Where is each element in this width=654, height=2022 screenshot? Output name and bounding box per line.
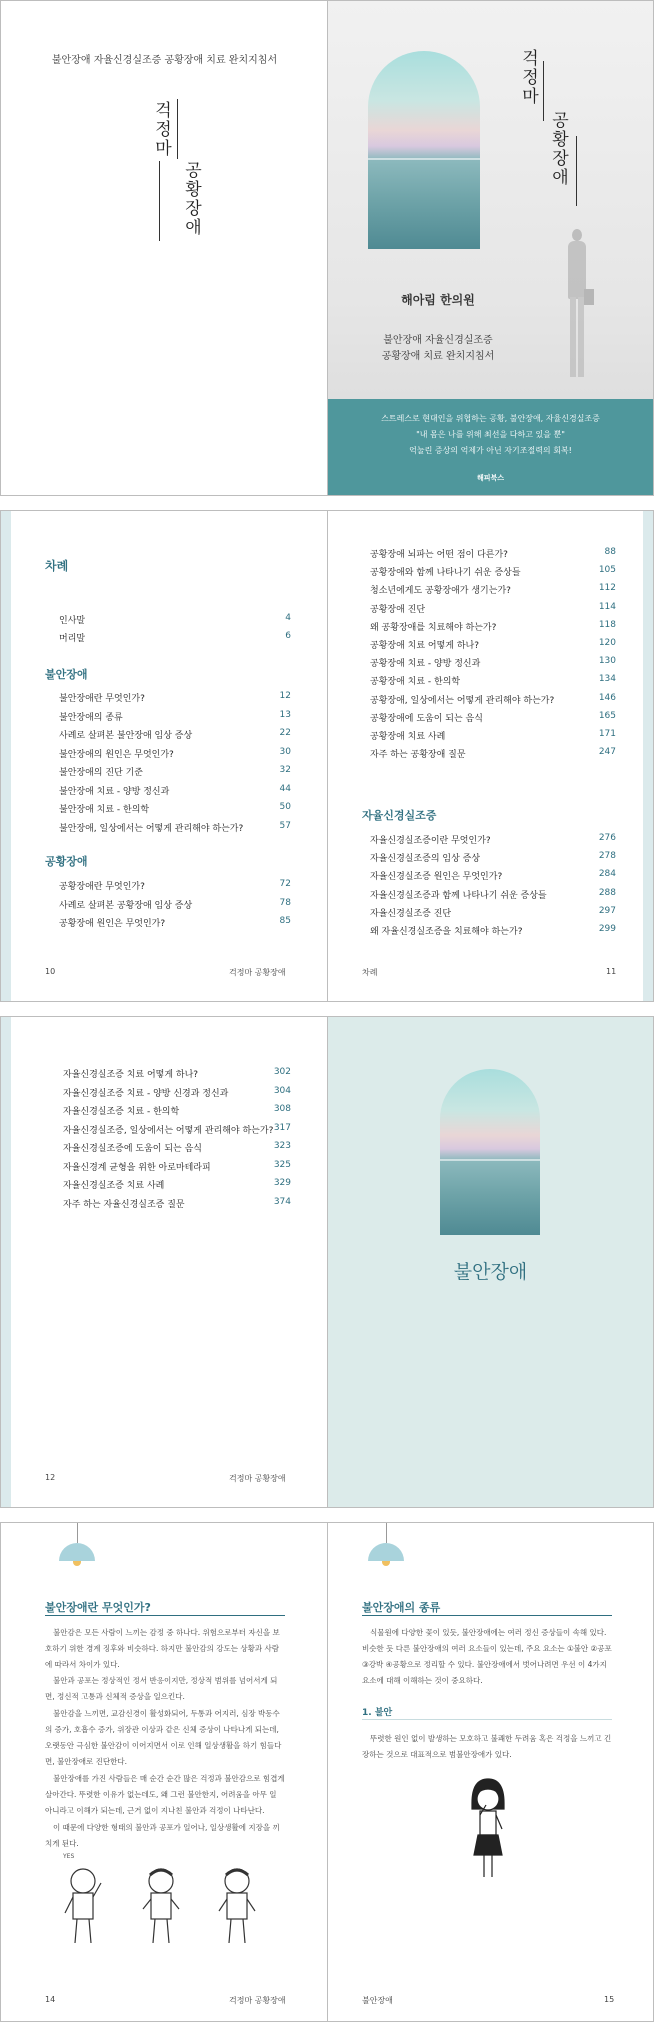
title-page [1,1,328,495]
toc-label: 불안장애 치료 - 한의학 [59,805,150,815]
toc-label: 인사말 [59,616,86,626]
folio-title: 차례 [362,968,378,977]
toc-row[interactable] [63,1086,291,1099]
folio-title: 걱정마 공황장애 [229,1996,286,2005]
toc-row[interactable] [63,1160,291,1173]
body-paragraph: 식물원에 다양한 꽃이 있듯, 불안장애에는 여러 정신 증상들이 속해 있다. 비슷한 듯 다른 불안장애의 여러 요소들이 있는데, 주요 요소는 ①불안 ②공포 ③강박 ④공황으로 정리할 수 있다. 불안장애에서 벗어나려면 우선 이 4가지 요소에 대해 이해하는 것이 중요하다. [362,1628,612,1685]
chapter-window-image [440,1069,540,1235]
cover-title-b: 공황장애 [548,111,568,187]
toc-row[interactable] [370,906,616,919]
toc-page-num: 299 [598,924,616,934]
toc-row[interactable] [59,784,291,797]
toc-page-num: 12 [279,691,291,701]
toc-label: 자주 하는 자율신경실조증 질문 [63,1199,185,1210]
toc-label: 불안장애의 종류 [59,712,123,723]
toc-label: 자율신경실조증이란 무엇인가? [370,836,491,846]
toc-row[interactable] [370,924,616,937]
toc-label: 자율신경실조증과 함께 나타나기 쉬운 증상들 [370,890,547,901]
heading-rule [362,1615,612,1616]
section-heading: 불안장애란 무엇인가? [45,1601,151,1614]
toc-label: 공황장애 치료 - 양방 정신과 [370,659,481,670]
folio-title: 걱정마 공황장애 [229,968,286,977]
toc-page-num: 22 [279,728,291,738]
toc-page-num: 130 [598,656,616,667]
cover-figure-silhouette [566,229,588,379]
toc-label: 사례로 살펴본 불안장애 임상 증상 [59,731,193,741]
toc-page-num: 323 [273,1141,291,1151]
toc-row[interactable] [59,879,291,892]
cover-page [328,1,653,495]
toc-page-num: 4 [285,613,291,623]
toc-label: 자율신경실조증 원인은 무엇인가? [370,872,503,883]
toc-row[interactable] [63,1178,291,1191]
toc-page-num: 276 [598,833,616,843]
toc-row[interactable] [370,851,616,864]
toc-label: 공황장애에 도움이 되는 음식 [370,713,483,724]
toc-label: 불안장애 치료 - 양방 정신과 [59,786,170,797]
toc-row[interactable] [370,693,616,706]
lamp-cord [386,1523,387,1543]
toc-page-num: 88 [604,547,616,557]
body-page-left [1,1523,328,2021]
toc-row[interactable] [59,613,85,626]
toc-page-left-2 [1,1017,328,1507]
toc-row[interactable] [59,747,291,760]
toc-page-num: 308 [273,1104,291,1114]
spread-body-text [0,1522,654,2022]
toc-page-num: 13 [279,709,291,720]
cover-band-line-3: 억눌린 증상의 억제가 아닌 자기조절력의 회복! [409,446,572,455]
heading-rule [45,1615,285,1616]
toc-page-num: 78 [279,897,291,908]
toc-label: 자율신경실조증 치료 - 한의학 [63,1107,180,1117]
folio-number: 12 [45,1473,56,1482]
toc-label: 자율신경실조증의 임상 증상 [370,854,481,865]
toc-row[interactable] [370,565,616,578]
toc-page-num: 114 [598,601,616,612]
toc-label: 자율신경실조증에 도움이 되는 음식 [63,1144,202,1154]
toc-row[interactable] [59,631,85,644]
illustration-figures [51,1853,271,1948]
body-page-right [328,1523,653,2021]
toc-row[interactable] [370,656,616,669]
toc-row[interactable] [370,547,616,560]
toc-heading: 차례 [45,559,69,573]
toc-page-num: 304 [273,1085,291,1096]
body-paragraph: 뚜렷한 원인 없이 발생하는 모호하고 불쾌한 두려움 혹은 걱정을 느끼고 긴장하는 것으로 대표적으로 범불안장애가 있다. [362,1734,612,1759]
title-rule-2 [159,161,160,241]
toc-row[interactable] [59,710,291,723]
lamp-cord [77,1523,78,1543]
lamp-bulb [73,1561,81,1566]
toc-page-left [1,511,328,1001]
toc-row[interactable] [370,747,616,760]
body-paragraph: 불안감을 느끼면, 교감신경이 활성화되어, 두통과 어지러, 심장 박동수의 증가, 호흡수 증가, 위장관 이상과 같은 신체 증상이 나타나게 되는데, 오랫동안 극심한 불안감이 이어지면서 이로 인해 일상생활을 하기 힘들다면, 불안장애로 진단한다. [45,1709,282,1766]
toc-label: 머리말 [59,634,86,644]
cover-rule-1 [543,61,544,121]
toc-label: 불안장애의 진단 기준 [59,768,143,778]
toc-page-num: 105 [598,565,616,576]
toc-page-num: 57 [279,820,291,831]
toc-row[interactable] [59,728,291,741]
toc-label: 공황장애 뇌파는 어떤 점이 다른가? [370,550,508,560]
toc-page-right [328,511,653,1001]
toc-label: 공황장애 치료 - 한의학 [370,677,461,688]
toc-page-num: 288 [598,887,616,898]
lamp-icon [368,1543,404,1561]
spread-toc-2 [0,1016,654,1508]
cover-sub-2: 공황장애 치료 완치지침서 [381,351,495,362]
page-edge-bar [643,511,653,1001]
toc-row[interactable] [370,620,616,633]
toc-label: 자율신경계 균형을 위한 아로마테라피 [63,1162,211,1173]
toc-page-num: 32 [279,765,291,775]
toc-label: 공황장애와 함께 나타나기 쉬운 증상들 [370,568,521,579]
toc-page-num: 118 [598,619,616,630]
lamp-icon [59,1543,95,1561]
toc-row[interactable] [63,1067,291,1080]
toc-page-num: 317 [273,1122,291,1133]
toc-row[interactable] [63,1104,291,1117]
toc-row[interactable] [59,802,291,815]
toc-row[interactable] [370,729,616,742]
toc-row[interactable] [59,821,291,834]
page-edge-bar [1,1017,11,1507]
toc-page-num: 85 [279,916,291,926]
chapter-title: 불안장애 [453,1261,528,1283]
cover-window-image [368,51,480,249]
toc-row[interactable] [63,1197,291,1210]
cover-title-a: 걱정마 [518,49,538,106]
cover-sub-1: 불안장애 자율신경실조증 [383,335,493,346]
toc-row[interactable] [370,583,616,596]
toc-page-num: 374 [273,1196,291,1207]
toc-label: 불안장애의 원인은 무엇인가? [59,749,174,760]
toc-label: 공황장애란 무엇인가? [59,882,145,892]
toc-page-num: 44 [279,783,291,794]
folio-number: 11 [606,967,617,976]
toc-page-num: 302 [273,1067,291,1077]
toc-label: 청소년에게도 공황장애가 생기는가? [370,586,511,597]
toc-label: 공황장애 원인은 무엇인가? [59,919,166,929]
title-page-title-a: 걱정마 [151,101,171,158]
toc-page-num: 329 [273,1178,291,1188]
body-paragraph: 불안과 공포는 정상적인 정서 반응이지만, 정상적 범위를 넘어서게 되면, 정신적 고통과 신체적 증상을 일으킨다. [45,1676,278,1701]
toc-label: 공황장애, 일상에서는 어떻게 관리해야 하는가? [370,695,555,706]
toc-section-autonomic[interactable]: 자율신경실조증 [362,809,437,822]
subheading: 1. 불안 [362,1708,393,1718]
toc-page-num: 247 [598,747,616,758]
folio-number: 14 [45,1995,56,2004]
folio-number: 15 [604,1995,615,2004]
toc-page-num: 120 [598,638,616,648]
toc-label: 자주 하는 공황장애 질문 [370,750,466,761]
body-paragraph: 이 때문에 다양한 형태의 불안과 공포가 일어나, 일상생활에 지장을 끼치게 된다. [45,1823,280,1848]
toc-page-num: 50 [279,802,291,812]
toc-label: 공황장애 치료 어떻게 하나? [370,641,479,651]
toc-label: 자율신경실조증 치료 어떻게 하나? [63,1070,199,1080]
toc-row[interactable] [370,674,616,687]
cover-publisher: 해피북스 [476,474,505,482]
toc-page-num: 165 [598,710,616,721]
toc-page-num: 6 [285,631,291,641]
toc-page-num: 146 [598,692,616,703]
toc-row[interactable] [63,1141,291,1154]
toc-row[interactable] [370,602,616,615]
page-edge-bar [1,511,11,1001]
body-paragraph: 불안감은 모든 사람이 느끼는 감정 중 하나다. 위험으로부터 자신을 보호하기 위한 경계 징후와 비슷하다. 하지만 불안감의 강도는 상황과 사람에 따라서 차이가 있다. [45,1628,280,1669]
toc-page-num: 72 [279,879,291,889]
body-paragraph: 불안장애를 가진 사람들은 매 순간 순간 많은 걱정과 불안감으로 힘겹게 살아간다. 뚜렷한 이유가 없는데도, 왜 그런 불안한지, 어려움을 아무 일 아니라고 이해가 되는데, 근거 없이 지나친 불안과 걱정이 나타난다. [45,1774,285,1815]
toc-label: 자율신경실조증 치료 사례 [63,1181,165,1191]
toc-row[interactable] [59,898,291,911]
toc-row[interactable] [59,916,291,929]
toc-page-num: 171 [598,729,616,739]
lamp-bulb [382,1561,390,1566]
title-page-subtitle: 불안장애 자율신경실조증 공황장애 치료 완치지침서 [51,55,278,66]
toc-row[interactable] [370,638,616,651]
toc-section-panic[interactable]: 공황장애 [45,855,88,868]
toc-page-num: 278 [598,851,616,862]
toc-page-num: 284 [598,869,616,880]
toc-section-anxiety[interactable]: 불안장애 [45,668,88,681]
toc-label: 불안장애란 무엇인가? [59,694,145,704]
subheading-rule [362,1719,612,1720]
toc-page-num: 112 [598,583,616,594]
spread-title-cover [0,0,654,496]
cover-band-line-2: "내 몸은 나를 위해 최선을 다하고 있을 뿐" [416,430,565,439]
cover-author: 해아림 한의원 [401,293,475,307]
toc-label: 공황장애 진단 [370,604,426,615]
toc-row[interactable] [370,711,616,724]
toc-row[interactable] [370,888,616,901]
toc-row[interactable] [370,869,616,882]
toc-label: 사례로 살펴본 공황장애 임상 증상 [59,900,193,911]
toc-row[interactable] [59,765,291,778]
chapter-opener-page [328,1017,653,1507]
toc-label: 자율신경실조증 진단 [370,908,452,919]
toc-row[interactable] [63,1123,291,1136]
folio-number: 10 [45,967,56,976]
toc-label: 왜 자율신경실조증을 치료해야 하는가? [370,927,523,937]
toc-page-num: 297 [598,905,616,916]
folio-title: 걱정마 공황장애 [229,1474,286,1483]
toc-row[interactable] [59,691,291,704]
toc-label: 공황장애 치료 사례 [370,732,446,742]
cover-band [328,399,653,495]
toc-label: 왜 공황장애를 치료해야 하는가? [370,622,497,633]
title-page-title-b: 공황장애 [181,161,201,237]
spread-toc-1 [0,510,654,1002]
figure-caption: YES [63,1853,75,1860]
folio-title: 불안장애 [362,1996,393,2005]
cover-rule-2 [576,136,577,206]
title-rule-1 [177,99,178,159]
toc-label: 불안장애, 일상에서는 어떻게 관리해야 하는가? [59,823,244,834]
three-people-drawing [51,1853,271,1948]
girl-illustration [458,1773,518,1883]
toc-page-num: 30 [279,746,291,757]
section-heading: 불안장애의 종류 [362,1601,441,1614]
toc-page-num: 134 [598,674,616,685]
toc-row[interactable] [370,833,616,846]
toc-label: 자율신경실조증 치료 - 양방 신경과 정신과 [63,1088,229,1099]
cover-band-line-1: 스트레스로 현대인을 위협하는 공황, 불안장애, 자율신경실조증 [381,414,600,423]
toc-page-num: 325 [273,1159,291,1170]
toc-label: 자율신경실조증, 일상에서는 어떻게 관리해야 하는가? [63,1125,274,1136]
